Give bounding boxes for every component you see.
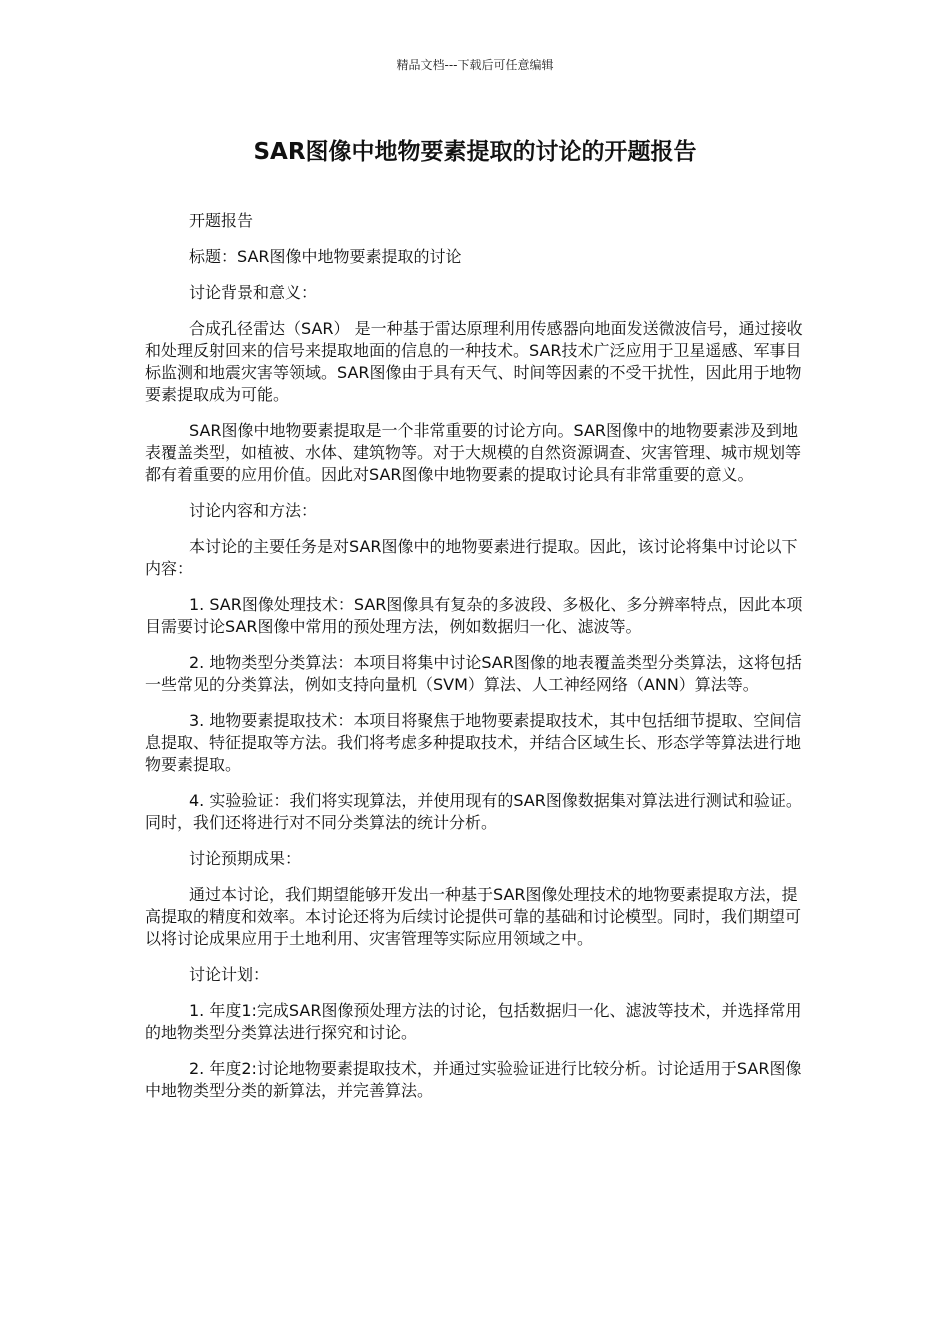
list-item-extraction: 3. 地物要素提取技术：本项目将聚焦于地物要素提取技术，其中包括细节提取、空间信息提取、特征提取等方法。我们将考虑多种提取技术，并结合区域生长、形态学等算法进行地物要素提取。: [145, 711, 802, 774]
document-title: SAR图像中地物要素提取的讨论的开题报告: [253, 139, 697, 165]
document-body: [145, 210, 805, 1116]
section-heading-expected-results: 讨论预期成果：: [189, 849, 302, 868]
list-item-processing: 1. SAR图像处理技术：SAR图像具有复杂的多波段、多极化、多分辨率特点，因此本项目需要讨论SAR图像中常用的预处理方法，例如数据归一化、滤波等。: [145, 595, 803, 636]
list-item-classification: 2. 地物类型分类算法：本项目将集中讨论SAR图像的地表覆盖类型分类算法，这将包括一些常见的分类算法，例如支持向量机（SVM）算法、人工神经网络（ANN）算法等。: [145, 653, 802, 694]
paragraph-content-intro: 本讨论的主要任务是对SAR图像中的地物要素进行提取。因此，该讨论将集中讨论以下内容：: [145, 537, 798, 578]
plan-item-year-2: 2. 年度2:讨论地物要素提取技术，并通过实验验证进行比较分析。讨论适用于SAR图像中地物类型分类的新算法，并完善算法。: [145, 1059, 802, 1100]
list-item-validation: 4. 实验验证：我们将实现算法，并使用现有的SAR图像数据集对算法进行测试和验证。同时，我们还将进行对不同分类算法的统计分析。: [145, 791, 802, 832]
section-heading-background: 讨论背景和意义：: [189, 283, 318, 302]
paragraph-subject: 标题：SAR图像中地物要素提取的讨论: [189, 247, 462, 266]
section-heading-content-methods: 讨论内容和方法：: [189, 501, 318, 520]
paragraph-background-1: 合成孔径雷达（SAR） 是一种基于雷达原理利用传感器向地面发送微波信号，通过接收和处理反射回来的信号来提取地面的信息的一种技术。SAR技术广泛应用于卫星遥感、军事目标监测和地震灾害等领域。SAR图像由于具有天气、时间等因素的不受干扰性，因此用于地物要素提取成为可能。: [145, 319, 803, 404]
section-heading-plan: 讨论计划：: [189, 965, 270, 984]
header-note: 精品文档---下载后可任意编辑: [396, 58, 554, 72]
paragraph-background-2: SAR图像中地物要素提取是一个非常重要的讨论方向。SAR图像中的地物要素涉及到地表覆盖类型，如植被、水体、建筑物等。对于大规模的自然资源调查、灾害管理、城市规划等都有着重要的应用价值。因此对SAR图像中地物要素的提取讨论具有非常重要的意义。: [145, 421, 802, 484]
paragraph-report-label: 开题报告: [189, 211, 254, 230]
paragraph-expected-results: 通过本讨论，我们期望能够开发出一种基于SAR图像处理技术的地物要素提取方法，提高提取的精度和效率。本讨论还将为后续讨论提供可靠的基础和讨论模型。同时，我们期望可以将讨论成果应用于土地利用、灾害管理等实际应用领域之中。: [145, 885, 802, 948]
plan-item-year-1: 1. 年度1:完成SAR图像预处理方法的讨论，包括数据归一化、滤波等技术，并选择常用的地物类型分类算法进行探究和讨论。: [145, 1001, 802, 1042]
